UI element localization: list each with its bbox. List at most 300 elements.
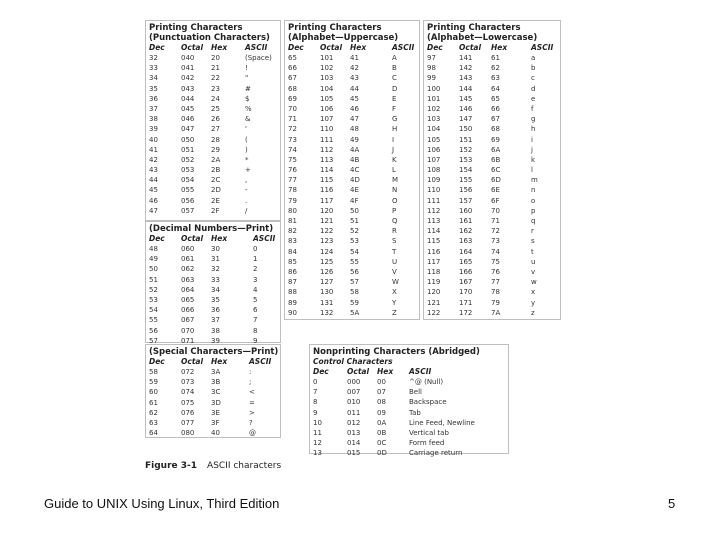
column-header: Dec: [288, 43, 304, 52]
table-cell: 4: [253, 285, 258, 294]
table-cell: R: [392, 227, 397, 236]
table-row: [149, 378, 277, 388]
table-cell: 66: [288, 64, 297, 73]
table-cell: 105: [427, 135, 441, 144]
table-cell: M: [392, 176, 399, 185]
table-cell: 39: [149, 125, 158, 134]
table-cell: 109: [427, 176, 441, 185]
table-cell: 116: [320, 186, 334, 195]
column-header: ASCII: [253, 234, 276, 243]
table-cell: 65: [491, 94, 500, 103]
table-cell: 4B: [350, 155, 360, 164]
table-cell: 43: [149, 166, 158, 175]
table-cell: 164: [459, 247, 473, 256]
table-cell: N: [392, 186, 398, 195]
table-cell: 3B: [211, 378, 221, 387]
table-row: [313, 388, 505, 398]
table-cell: 36: [149, 94, 158, 103]
table-cell: 20: [211, 54, 220, 62]
table-cell: 066: [181, 306, 195, 315]
table-cell: 44: [350, 84, 359, 93]
table-cell: 59: [149, 378, 158, 387]
table-cell: 6D: [491, 176, 501, 185]
table-row: [288, 309, 416, 319]
table-row: [427, 258, 557, 268]
table-cell: 72: [288, 125, 297, 134]
table-cell: 69: [288, 94, 297, 103]
table-cell: 35: [149, 84, 158, 93]
table-cell: 144: [459, 84, 473, 93]
table-cell: 055: [181, 186, 195, 195]
table-cell: D: [392, 84, 398, 93]
table-cell: 6B: [491, 155, 501, 164]
table-row: [149, 156, 277, 166]
table-cell: 2E: [211, 196, 220, 205]
table-cell: I: [392, 135, 395, 144]
table-cell: 2F: [211, 206, 220, 215]
table-cell: 146: [459, 104, 473, 113]
table-cell: 66: [491, 104, 500, 113]
table-cell: 062: [181, 265, 195, 274]
table-cell: 74: [288, 145, 297, 154]
table-cell: 115: [320, 176, 334, 185]
table-cell: 90: [288, 308, 297, 317]
table-cell: 76: [288, 166, 297, 175]
table-cell: ': [245, 125, 247, 134]
table-cell: 50: [350, 206, 359, 215]
table-title: Printing Characters: [149, 23, 243, 33]
table-cell: +: [245, 166, 251, 175]
table-cell: !: [245, 64, 248, 73]
table-cell: 110: [427, 186, 441, 195]
table-row: [288, 176, 416, 186]
page-number: 5: [668, 496, 676, 511]
table-row: [288, 248, 416, 258]
table-row: [427, 248, 557, 258]
table-cell: ?: [249, 418, 253, 427]
table-cell: P: [392, 206, 397, 215]
table-row: [427, 85, 557, 95]
table-row: [288, 278, 416, 288]
table-cell: 165: [459, 257, 473, 266]
table-cell: 102: [427, 104, 441, 113]
table-cell: 124: [320, 247, 334, 256]
column-headers: [149, 234, 277, 245]
table-cell: q: [531, 217, 536, 225]
table-cell: 30: [211, 245, 220, 253]
table-cell: y: [531, 298, 536, 307]
table-cell: 6C: [491, 166, 501, 175]
table-cell: 014: [347, 439, 361, 448]
table-cell: 26: [211, 115, 220, 124]
table-cell: 9: [253, 336, 258, 345]
table-cell: 58: [149, 368, 158, 376]
table-cell: 4D: [350, 176, 360, 185]
caption-text: ASCII characters: [207, 461, 282, 471]
table-cell: 48: [149, 245, 158, 253]
column-headers: [288, 43, 416, 54]
table-cell: S: [392, 237, 397, 246]
table-cell: 51: [149, 275, 158, 284]
table-row: [427, 125, 557, 135]
table-cell: 3: [253, 275, 258, 284]
table-uppercase: [284, 20, 420, 320]
table-cell: 51: [350, 217, 359, 225]
table-cell: 70: [288, 104, 297, 113]
table-cell: 108: [427, 166, 441, 175]
table-cell: 107: [427, 155, 441, 164]
table-cell: 143: [459, 74, 473, 83]
table-row: [149, 316, 277, 326]
table-row: [313, 439, 505, 449]
table-cell: 71: [288, 115, 297, 124]
table-row: [427, 217, 557, 227]
table-cell: Tab: [409, 408, 421, 417]
table-row: [149, 306, 277, 316]
table-cell: 041: [181, 64, 195, 73]
table-cell: 015: [347, 449, 361, 458]
table-row: [427, 64, 557, 74]
table-cell: 042: [181, 74, 195, 83]
table-cell: 32: [211, 265, 220, 274]
table-cell: Q: [392, 217, 398, 225]
table-row: [313, 398, 505, 408]
caption-label: Figure 3-1: [145, 461, 198, 471]
table-subtitle: (Alphabet—Lowercase): [427, 33, 538, 43]
table-cell: 145: [459, 94, 473, 103]
table-row: [427, 54, 557, 64]
table-cell: Backspace: [409, 398, 447, 407]
table-row: [427, 207, 557, 217]
table-cell: 2: [253, 265, 258, 274]
table-cell: 120: [427, 288, 441, 297]
table-cell: (Space): [245, 54, 272, 62]
table-cell: 125: [320, 257, 334, 266]
table-cell: ^@ (Null): [409, 378, 444, 386]
table-title: Nonprinting Characters (Abridged): [313, 347, 480, 357]
table-cell: 106: [320, 104, 334, 113]
table-title: (Special Characters—Print): [149, 347, 279, 357]
table-row: [288, 268, 416, 278]
table-cell: 071: [181, 336, 195, 345]
table-cell: T: [392, 247, 397, 256]
table-row: [313, 378, 505, 388]
table-cell: 132: [320, 308, 334, 317]
table-cell: 7: [313, 388, 318, 397]
column-header: Hex: [350, 43, 367, 52]
table-cell: Y: [392, 298, 397, 307]
table-cell: 112: [427, 206, 441, 215]
column-header: ASCII: [245, 43, 268, 52]
table-row: [427, 299, 557, 309]
table-cell: 2B: [211, 166, 221, 175]
table-cell: 061: [181, 255, 195, 264]
figure-caption: [145, 461, 281, 471]
table-row: [149, 64, 277, 74]
table-cell: 0C: [377, 439, 387, 448]
table-cell: %: [245, 104, 252, 113]
table-cell: 67: [491, 115, 500, 124]
table-row: [288, 197, 416, 207]
table-cell: 153: [459, 155, 473, 164]
table-cell: E: [392, 94, 397, 103]
table-cell: 73: [288, 135, 297, 144]
table-cell: 75: [491, 257, 500, 266]
table-cell: 21: [211, 64, 220, 73]
table-cell: 044: [181, 94, 195, 103]
table-cell: 68: [288, 84, 297, 93]
table-cell: 5: [253, 295, 258, 304]
table-cell: 47: [350, 115, 359, 124]
table-cell: Vertical tab: [409, 428, 449, 437]
table-cell: 0B: [377, 428, 387, 437]
table-cell: 54: [350, 247, 359, 256]
table-cell: 34: [211, 285, 220, 294]
table-cell: 161: [459, 217, 473, 225]
table-cell: s: [531, 237, 535, 246]
table-row: [149, 95, 277, 105]
table-cell: 047: [181, 125, 195, 134]
table-cell: 155: [459, 176, 473, 185]
table-cell: 83: [288, 237, 297, 246]
table-cell: 075: [181, 398, 195, 407]
table-cell: 167: [459, 278, 473, 287]
table-cell: b: [531, 64, 536, 73]
table-cell: 62: [149, 408, 158, 417]
table-cell: 78: [491, 288, 500, 297]
table-cell: 3D: [211, 398, 221, 407]
table-row: [149, 176, 277, 186]
table-cell: W: [392, 278, 399, 287]
table-cell: ": [245, 74, 249, 83]
table-title: (Decimal Numbers—Print): [149, 224, 274, 234]
table-cell: 48: [350, 125, 359, 134]
table-cell: 101: [427, 94, 441, 103]
table-row: [288, 166, 416, 176]
table-cell: Carriage return: [409, 449, 463, 458]
table-cell: 80: [288, 206, 297, 215]
table-subtitle: Control Characters: [313, 357, 393, 366]
table-cell: 102: [320, 64, 334, 73]
table-cell: 36: [211, 306, 220, 315]
table-row: [288, 125, 416, 135]
table-cell: 117: [320, 196, 334, 205]
table-row: [288, 54, 416, 64]
table-cell: 064: [181, 285, 195, 294]
table-row: [149, 255, 277, 265]
table-cell: -: [245, 186, 248, 195]
table-cell: F: [392, 104, 397, 113]
table-cell: 67: [288, 74, 297, 83]
table-cell: 122: [427, 308, 441, 317]
column-header: Hex: [211, 43, 228, 52]
table-cell: 057: [181, 206, 195, 215]
column-header: Octal: [181, 43, 204, 52]
column-header: ASCII: [392, 43, 415, 52]
table-row: [427, 268, 557, 278]
table-row: [149, 85, 277, 95]
table-cell: 61: [491, 54, 500, 62]
table-row: [313, 419, 505, 429]
table-cell: &: [245, 115, 251, 124]
table-punctuation: [145, 20, 281, 221]
table-cell: 53: [350, 237, 359, 246]
table-cell: =: [249, 398, 255, 407]
table-cell: 55: [149, 316, 158, 325]
table-cell: 107: [320, 115, 334, 124]
table-cell: 47: [149, 206, 158, 215]
table-cell: 0: [313, 378, 318, 386]
table-row: [427, 166, 557, 176]
table-cell: 105: [320, 94, 334, 103]
table-cell: 60: [149, 388, 158, 397]
table-cell: 072: [181, 368, 195, 376]
table-row: [288, 136, 416, 146]
table-cell: 076: [181, 408, 195, 417]
table-cell: 38: [211, 326, 220, 335]
table-cell: 0: [253, 245, 258, 253]
table-cell: 080: [181, 429, 195, 438]
table-cell: 1: [253, 255, 258, 264]
table-cell: 103: [320, 74, 334, 83]
table-title: Printing Characters: [288, 23, 382, 33]
table-cell: 053: [181, 166, 195, 175]
table-cell: 62: [491, 64, 500, 73]
table-cell: 6F: [491, 196, 500, 205]
table-cell: 152: [459, 145, 473, 154]
table-cell: 077: [181, 418, 195, 427]
column-headers: [427, 43, 557, 54]
table-cell: 122: [320, 227, 334, 236]
table-cell: ;: [249, 378, 252, 387]
table-cell: 39: [211, 336, 220, 345]
table-cell: 41: [350, 54, 359, 62]
table-cell: 42: [149, 155, 158, 164]
table-cell: 29: [211, 145, 220, 154]
table-cell: k: [531, 155, 536, 164]
table-row: [288, 227, 416, 237]
table-row: [288, 299, 416, 309]
table-cell: 147: [459, 115, 473, 124]
table-cell: 052: [181, 155, 195, 164]
column-headers: [149, 357, 277, 368]
table-row: [149, 197, 277, 207]
table-cell: 130: [320, 288, 334, 297]
table-lowercase: [423, 20, 561, 320]
table-cell: 4A: [350, 145, 360, 154]
table-cell: 141: [459, 54, 473, 62]
table-row: [149, 296, 277, 306]
table-cell: 067: [181, 316, 195, 325]
table-cell: 131: [320, 298, 334, 307]
table-cell: 3E: [211, 408, 220, 417]
table-cell: 40: [149, 135, 158, 144]
table-row: [149, 136, 277, 146]
table-cell: r: [531, 227, 534, 236]
table-cell: 25: [211, 104, 220, 113]
table-special-characters: [145, 344, 281, 438]
table-cell: 073: [181, 378, 195, 387]
table-row: [288, 237, 416, 247]
table-cell: 63: [491, 74, 500, 83]
column-header: Hex: [377, 367, 394, 376]
column-header: ASCII: [409, 367, 432, 376]
table-cell: 52: [149, 285, 158, 294]
table-cell: 2A: [211, 155, 221, 164]
table-cell: 113: [320, 155, 334, 164]
table-cell: 08: [377, 398, 386, 407]
table-cell: 3F: [211, 418, 220, 427]
table-cell: 154: [459, 166, 473, 175]
column-header: Dec: [149, 43, 165, 52]
table-cell: 28: [211, 135, 220, 144]
table-cell: 054: [181, 176, 195, 185]
table-cell: 43: [350, 74, 359, 83]
table-cell: 050: [181, 135, 195, 144]
table-cell: 41: [149, 145, 158, 154]
table-cell: 012: [347, 418, 361, 427]
table-row: [427, 237, 557, 247]
table-cell: 86: [288, 267, 297, 276]
column-header: Dec: [149, 234, 165, 243]
table-cell: 34: [149, 74, 158, 83]
table-cell: V: [392, 267, 397, 276]
table-cell: 77: [491, 278, 500, 287]
table-cell: 69: [491, 135, 500, 144]
table-row: [149, 186, 277, 196]
table-row: [288, 74, 416, 84]
table-cell: 11: [313, 428, 322, 437]
table-cell: 58: [350, 288, 359, 297]
footer-title: Guide to UNIX Using Linux, Third Edition: [44, 496, 280, 511]
table-cell: ): [245, 145, 248, 154]
table-cell: 043: [181, 84, 195, 93]
table-cell: #: [245, 84, 251, 93]
table-cell: 56: [149, 326, 158, 335]
table-row: [427, 136, 557, 146]
table-cell: g: [531, 115, 536, 124]
table-nonprinting: [309, 344, 509, 458]
table-cell: 119: [427, 278, 441, 287]
table-cell: 170: [459, 288, 473, 297]
table-cell: 3C: [211, 388, 221, 397]
table-cell: 24: [211, 94, 220, 103]
table-cell: Z: [392, 308, 397, 317]
table-cell: 71: [491, 217, 500, 225]
table-row: [427, 176, 557, 186]
table-cell: 72: [491, 227, 500, 236]
table-cell: O: [392, 196, 398, 205]
table-cell: 114: [320, 166, 334, 175]
table-cell: 6A: [491, 145, 501, 154]
table-cell: 97: [427, 54, 436, 62]
table-cell: 121: [427, 298, 441, 307]
table-cell: 9: [313, 408, 318, 417]
table-cell: L: [392, 166, 396, 175]
table-cell: 013: [347, 428, 361, 437]
table-cell: 045: [181, 104, 195, 113]
table-row: [427, 146, 557, 156]
table-cell: Line Feed, Newline: [409, 418, 475, 427]
table-cell: l: [531, 166, 533, 175]
column-header: Octal: [347, 367, 370, 376]
table-cell: 142: [459, 64, 473, 73]
table-cell: 27: [211, 125, 220, 134]
table-cell: J: [392, 145, 395, 154]
table-cell: 3A: [211, 368, 221, 376]
table-cell: 115: [427, 237, 441, 246]
table-row: [149, 74, 277, 84]
